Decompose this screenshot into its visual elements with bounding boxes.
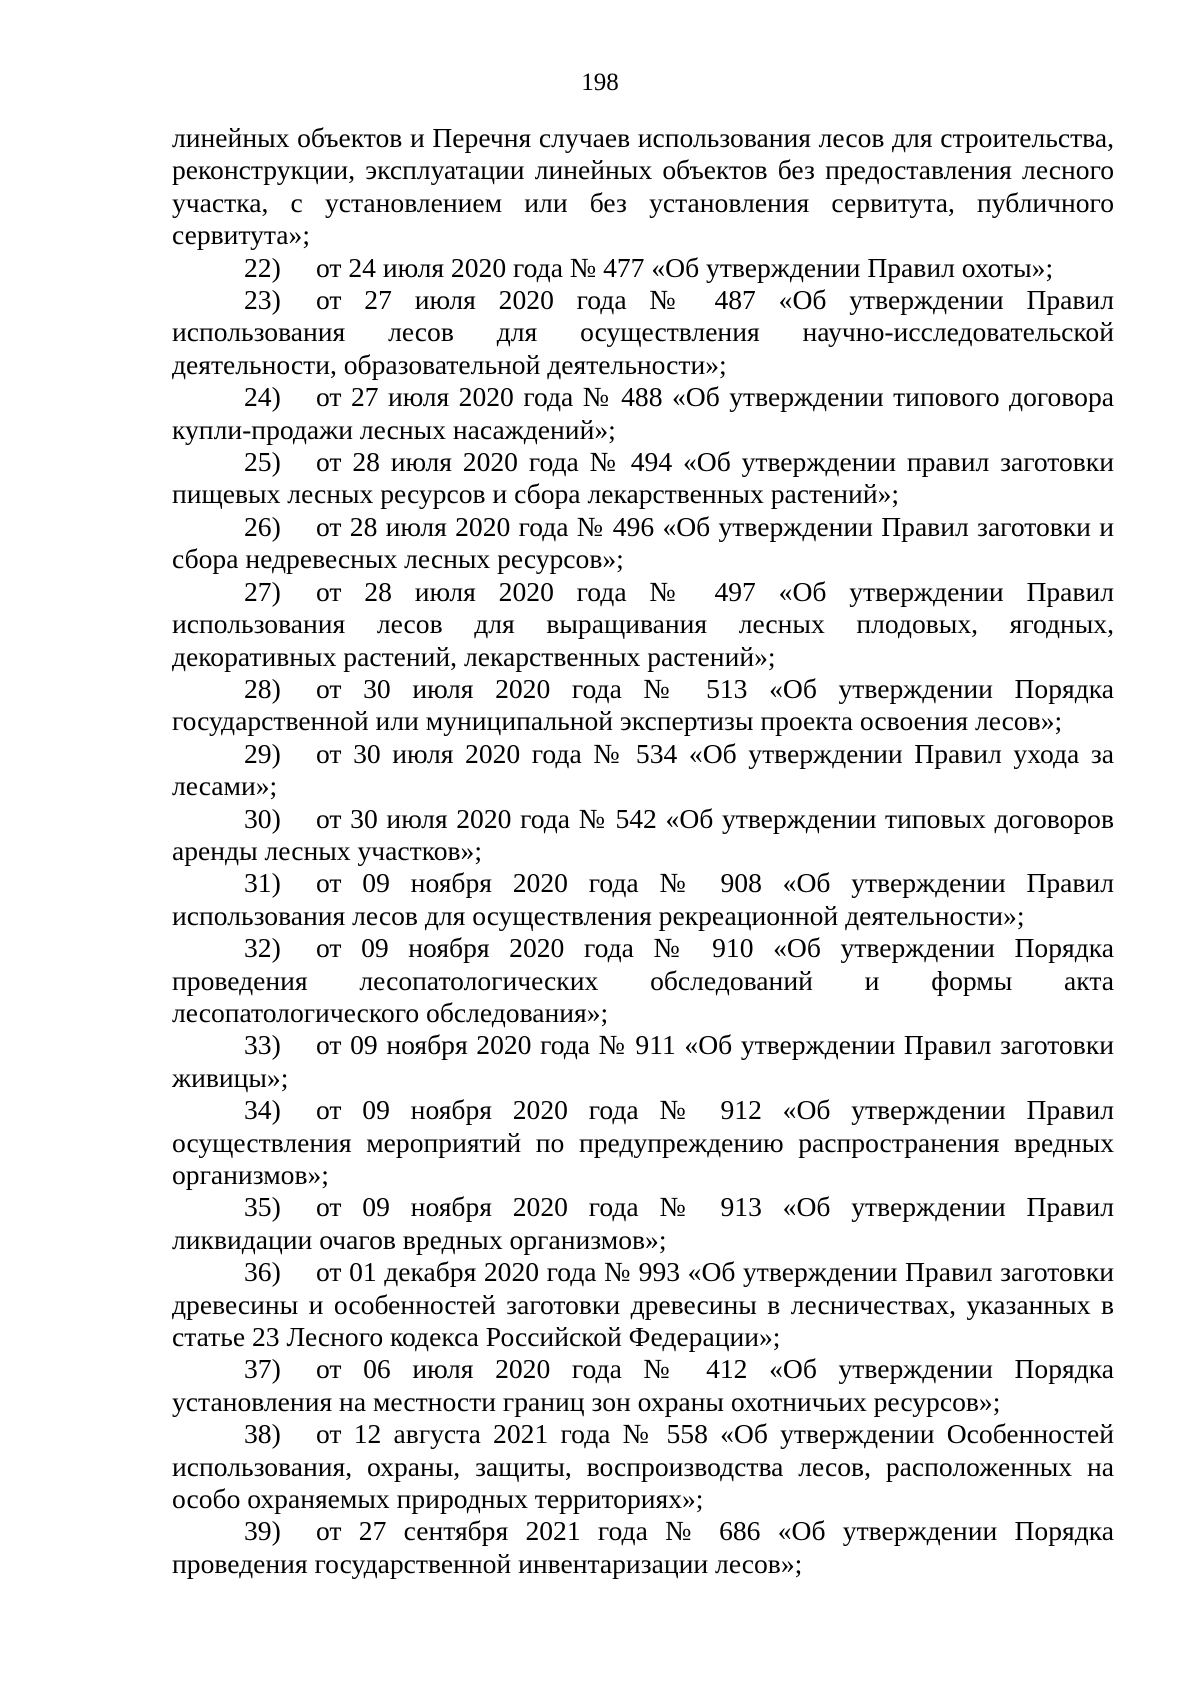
list-item-text: от 27 июля 2020 года № 488 «Об утверждении типового договора купли-продажи лесных насаждений»; xyxy=(172,381,1114,445)
list-item-number: 24) xyxy=(244,381,281,413)
list-item xyxy=(172,1515,1114,1580)
list-item-text: от 06 июля 2020 года № 412 «Об утверждении Порядка установления на местности границ зон охраны охотничьих ресурсов»; xyxy=(172,1353,1114,1417)
list-item xyxy=(172,446,1114,511)
list-item xyxy=(172,1418,1114,1515)
list-item xyxy=(172,932,1114,1029)
list-item-number: 22) xyxy=(244,251,281,283)
list-item-number: 29) xyxy=(244,737,281,769)
list-item xyxy=(172,1256,1114,1353)
list-item xyxy=(172,673,1114,738)
list-item-text: от 09 ноября 2020 года № 908 «Об утверждении Правил использования лесов для осуществления рекреационной деятельности»; xyxy=(172,867,1114,931)
list-item-number: 32) xyxy=(244,932,281,964)
list-item-number: 30) xyxy=(244,802,281,834)
list-item-text: от 09 ноября 2020 года № 913 «Об утверждении Правил ликвидации очагов вредных организмов»; xyxy=(172,1191,1114,1255)
list-item-number: 37) xyxy=(244,1353,281,1385)
list-item-text: от 24 июля 2020 года № 477 «Об утверждении Правил охоты»; xyxy=(316,251,1054,283)
list-item-text: от 30 июля 2020 года № 534 «Об утверждении Правил ухода за лесами»; xyxy=(172,737,1114,802)
list-item-number: 39) xyxy=(244,1515,281,1547)
list-item-text: от 09 ноября 2020 года № 910 «Об утверждении Порядка проведения лесопатологических обследований и формы акта лесопатологического обследования»; xyxy=(172,932,1114,1028)
list-item-text: от 27 сентября 2021 года № 686 «Об утверждении Порядка проведения государственной инвентаризации лесов»; xyxy=(172,1515,1114,1579)
list-item-text: от 28 июля 2020 года № 494 «Об утверждении правил заготовки пищевых лесных ресурсов и сбора лекарственных растений»; xyxy=(172,446,1114,510)
list-item xyxy=(172,576,1114,673)
continuation-paragraph: линейных объектов и Перечня случаев использования лесов для строительства, реконструкции, эксплуатации линейных объектов без предоставления лесного участка, с установлением или без установления сервитута, публичного сервитута»; xyxy=(172,122,1114,251)
list-item xyxy=(172,252,1114,284)
list-item-text: от 30 июля 2020 года № 513 «Об утверждении Порядка государственной или муниципальной экспертизы проекта освоения лесов»; xyxy=(172,672,1114,737)
list-item-number: 35) xyxy=(244,1191,281,1223)
list-item-number: 36) xyxy=(244,1256,281,1288)
list-item-text: от 09 ноября 2020 года № 911 «Об утверждении Правил заготовки живицы»; xyxy=(172,1029,1114,1093)
list-item-text: от 28 июля 2020 года № 496 «Об утверждении Правил заготовки и сбора недревесных лесных ресурсов»; xyxy=(172,510,1114,575)
list-item-number: 31) xyxy=(244,867,281,899)
page-number: 198 xyxy=(581,69,619,96)
list-item-text: от 27 июля 2020 года № 487 «Об утверждении Правил использования лесов для осуществления научно-исследовательской деятельности, образовательной деятельности»; xyxy=(172,284,1114,380)
list-item xyxy=(172,867,1114,932)
list-item-text: от 28 июля 2020 года № 497 «Об утверждении Правил использования лесов для выращивания лесных плодовых, ягодных, декоративных растений, лекарственных растений»; xyxy=(172,575,1114,672)
list-item-number: 25) xyxy=(244,446,281,478)
list-item xyxy=(172,1029,1114,1094)
list-item xyxy=(172,1094,1114,1191)
list-item-text: от 12 августа 2021 года № 558 «Об утверждении Особенностей использования, охраны, защиты, воспроизводства лесов, расположенных на особо охраняемых природных территориях»; xyxy=(172,1418,1114,1515)
list-item xyxy=(172,803,1114,868)
list-item-text: от 01 декабря 2020 года № 993 «Об утверждении Правил заготовки древесины и особенностей заготовки древесины в лесничествах, указанных в статье 23 Лесного кодекса Российской Федерации»; xyxy=(172,1256,1114,1353)
list-item xyxy=(172,284,1114,381)
list-item xyxy=(172,511,1114,576)
list-item-number: 34) xyxy=(244,1094,281,1126)
list-item-number: 33) xyxy=(244,1029,281,1061)
list-item-number: 28) xyxy=(244,672,281,704)
document-body xyxy=(172,122,1114,1580)
list-item xyxy=(172,738,1114,803)
list-item xyxy=(172,1353,1114,1418)
list-item xyxy=(172,381,1114,446)
list-item-number: 26) xyxy=(244,510,281,542)
list-item-number: 23) xyxy=(244,284,281,316)
list-item-text: от 30 июля 2020 года № 542 «Об утверждении типовых договоров аренды лесных участков»; xyxy=(172,802,1114,866)
list-item-number: 38) xyxy=(244,1418,281,1450)
list-item-number: 27) xyxy=(244,575,281,607)
list-item-text: от 09 ноября 2020 года № 912 «Об утверждении Правил осуществления мероприятий по предупреждению распространения вредных организмов»; xyxy=(172,1094,1114,1190)
list-item xyxy=(172,1191,1114,1256)
